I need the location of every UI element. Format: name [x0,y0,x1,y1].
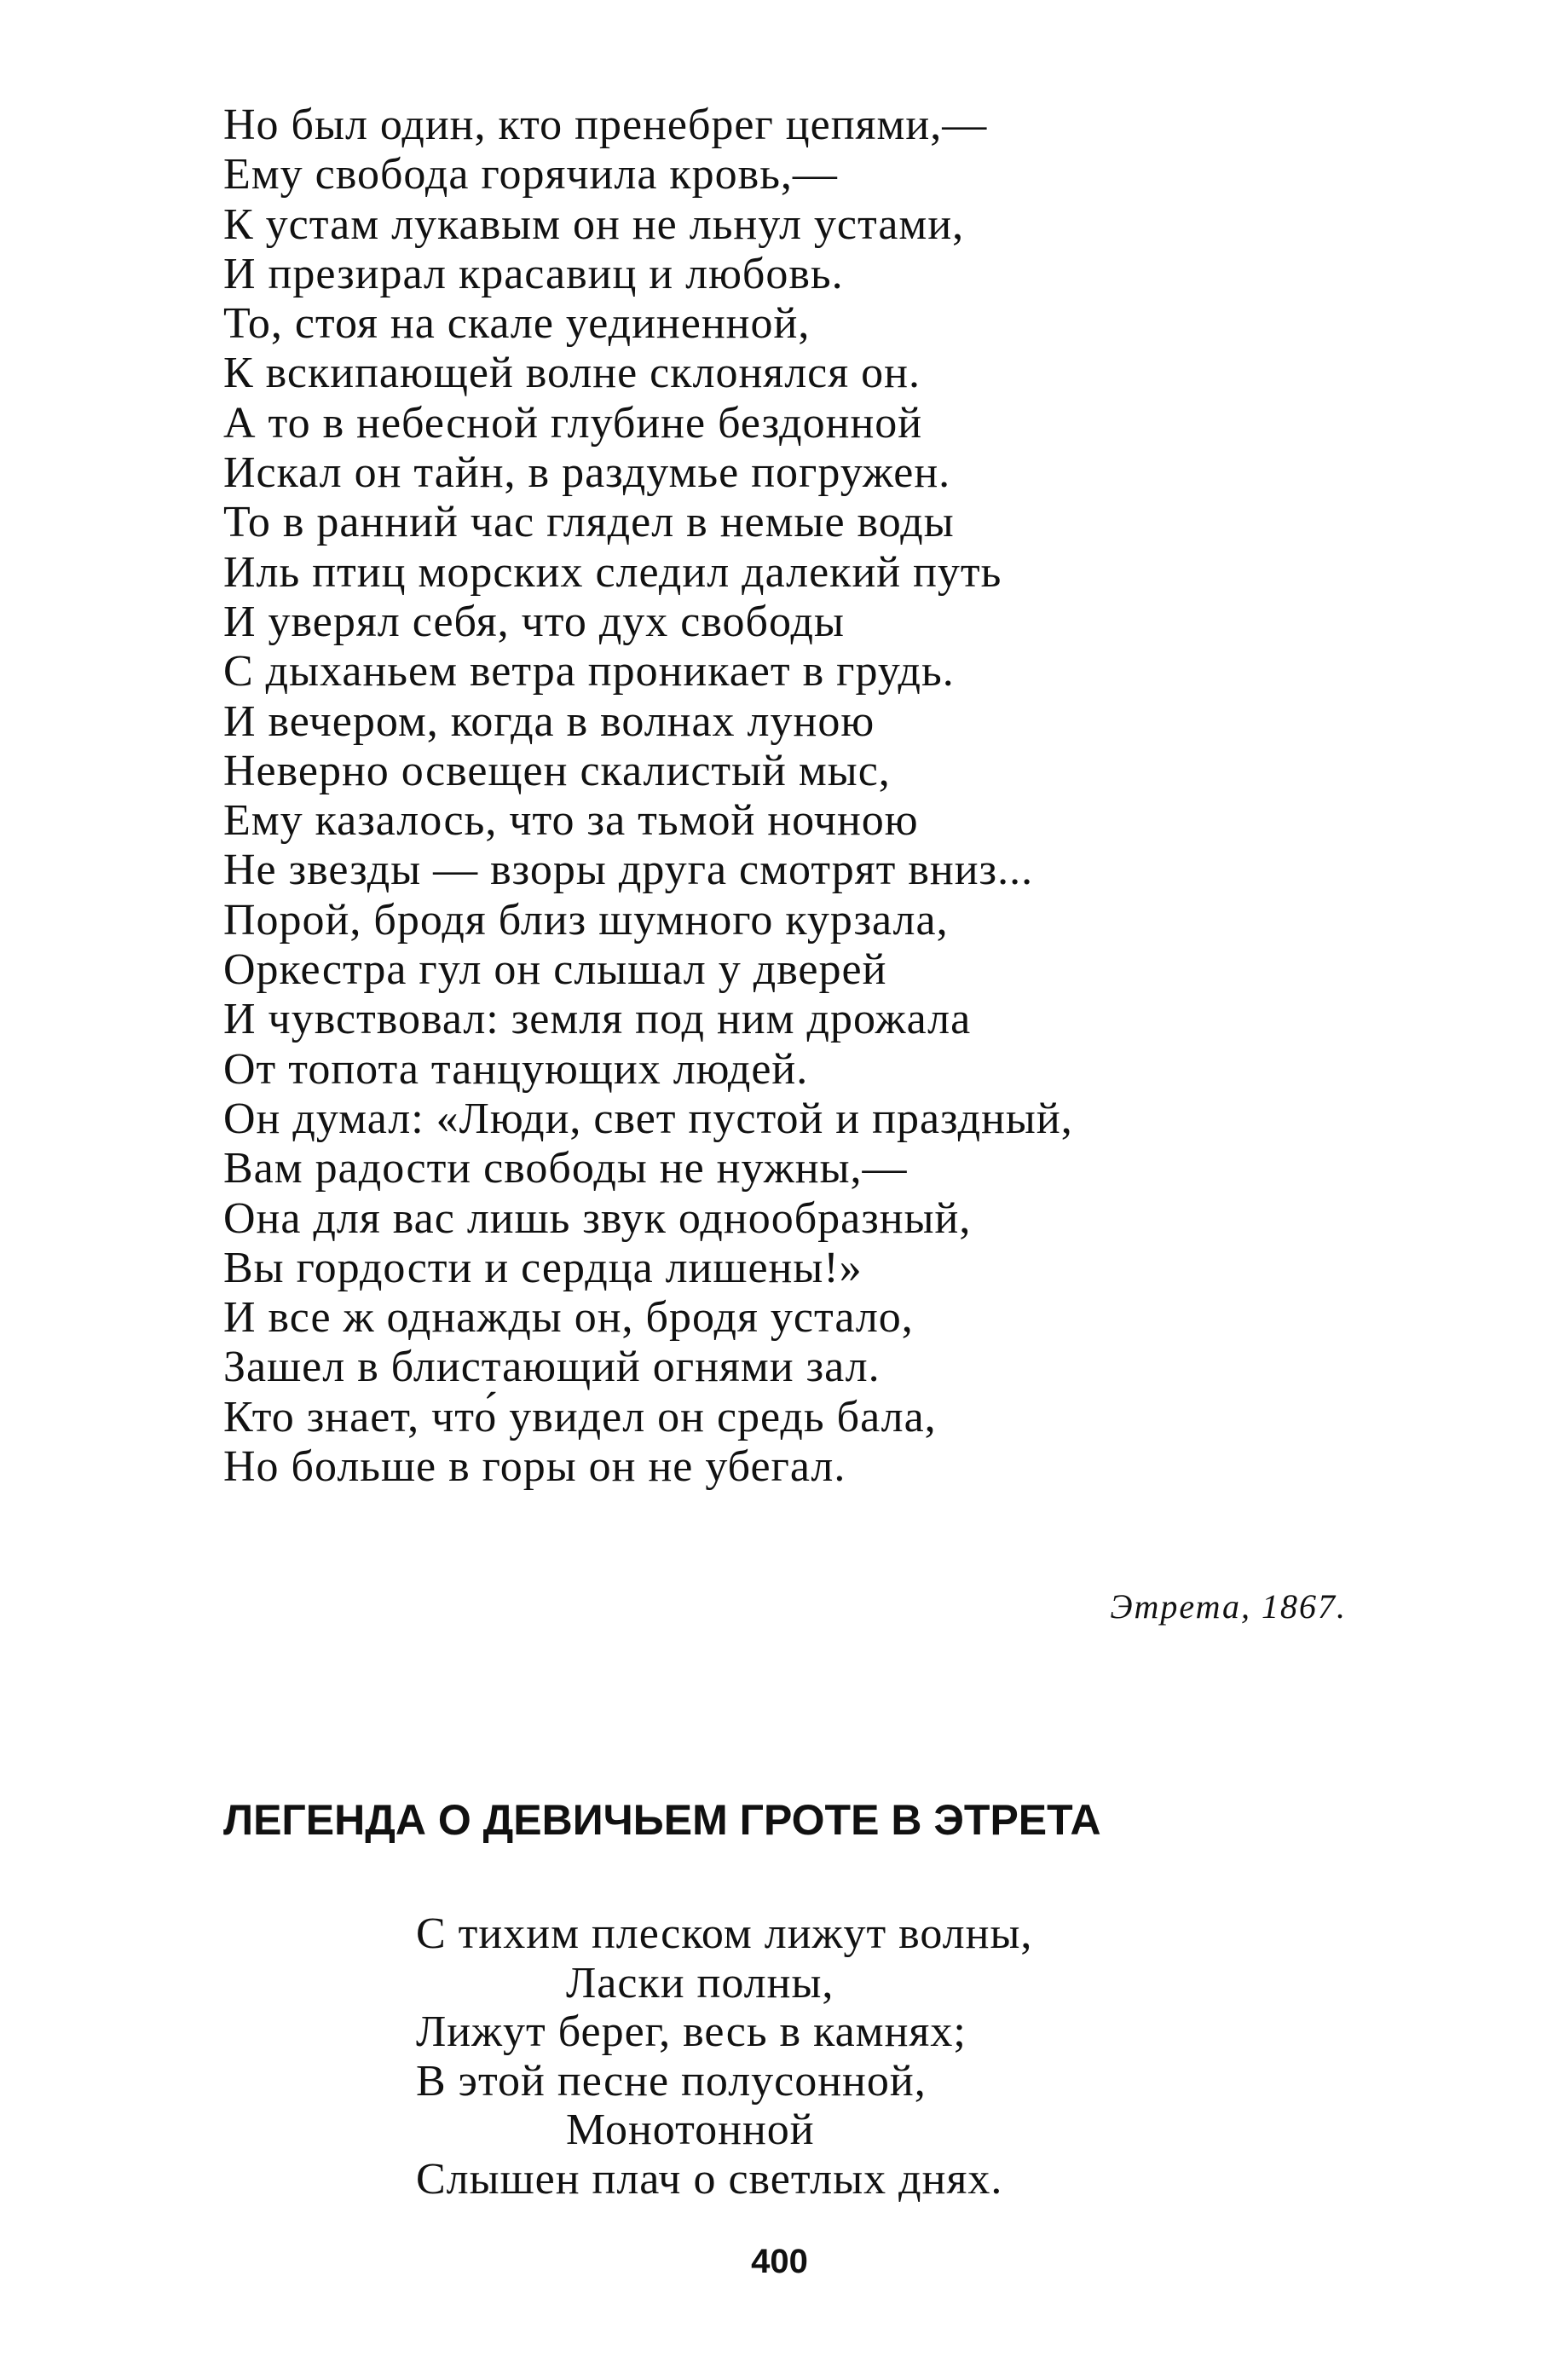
verse-line: То в ранний час глядел в немые воды [223,498,955,547]
poem-verse-block [223,101,1383,1492]
verse-line: К устам лукавым он не льнул устами, [223,199,965,249]
poem-title: ЛЕГЕНДА О ДЕВИЧЬЕМ ГРОТЕ В ЭТРЕТА [223,1796,1101,1844]
verse-line: И вечером, когда в волнах луною [223,696,875,746]
verse-line: С тихим плеском лижут волны, [416,1909,1033,1958]
verse-line: Искал он тайн, в раздумье погружен. [223,448,951,498]
verse-line: Слышен плач о светлых днях. [416,2154,1003,2204]
verse-line: Неверно освещен скалистый мыс, [223,746,891,795]
verse-line: Вам радости свободы не нужны,— [223,1144,908,1193]
page-number: 400 [751,2243,808,2280]
verse-line: Порой, бродя близ шумного курзала, [223,895,949,944]
verse-line: Не звезды — взоры друга смотрят вниз... [223,846,1034,895]
verse-line: И уверял себя, что дух свободы [223,597,845,646]
verse-line: И чувствовал: земля под ним дрожала [223,995,972,1044]
verse-line: С дыханьем ветра проникает в грудь. [223,647,955,696]
verse-line: Зашел в блистающий огнями зал. [223,1343,881,1392]
verse-line: Ему казалось, что за тьмой ночною [223,796,919,846]
verse-line: К вскипающей волне склонялся он. [223,349,921,398]
verse-line: То, стоя на скале уединенной, [223,299,811,349]
poem-verse-block [416,1909,1354,2204]
verse-line: А то в небесной глубине бездонной [223,398,923,448]
verse-line: Она для вас лишь звук однообразный, [223,1193,972,1243]
verse-line-indented: Ласки полны, [566,1958,834,2007]
verse-line: Кто знает, что́ увидел он средь бала, [223,1392,937,1441]
verse-line: Вы гордости и сердца лишены!» [223,1243,863,1292]
verse-line: Ему свобода горячила кровь,— [223,150,838,199]
verse-line-indented: Монотонной [566,2106,815,2154]
verse-line: Иль птиц морских следил далекий путь [223,547,1002,597]
verse-line: В этой песне полусонной, [416,2056,927,2106]
verse-line: Лижут берег, весь в камнях; [416,2007,967,2056]
verse-line: Он думал: «Люди, свет пустой и праздный, [223,1094,1073,1143]
poem-dateline: Этрета, 1867. [1110,1587,1347,1626]
verse-line: От топота танцующих людей. [223,1044,809,1094]
verse-line: Но был один, кто пренебрег цепями,— [223,101,988,149]
verse-line: И презирал красавиц и любовь. [223,249,844,298]
verse-line: Оркестра гул он слышал у дверей [223,945,887,995]
verse-line: Но больше в горы он не убегал. [223,1442,846,1492]
verse-line: И все ж однажды он, бродя устало, [223,1293,914,1343]
